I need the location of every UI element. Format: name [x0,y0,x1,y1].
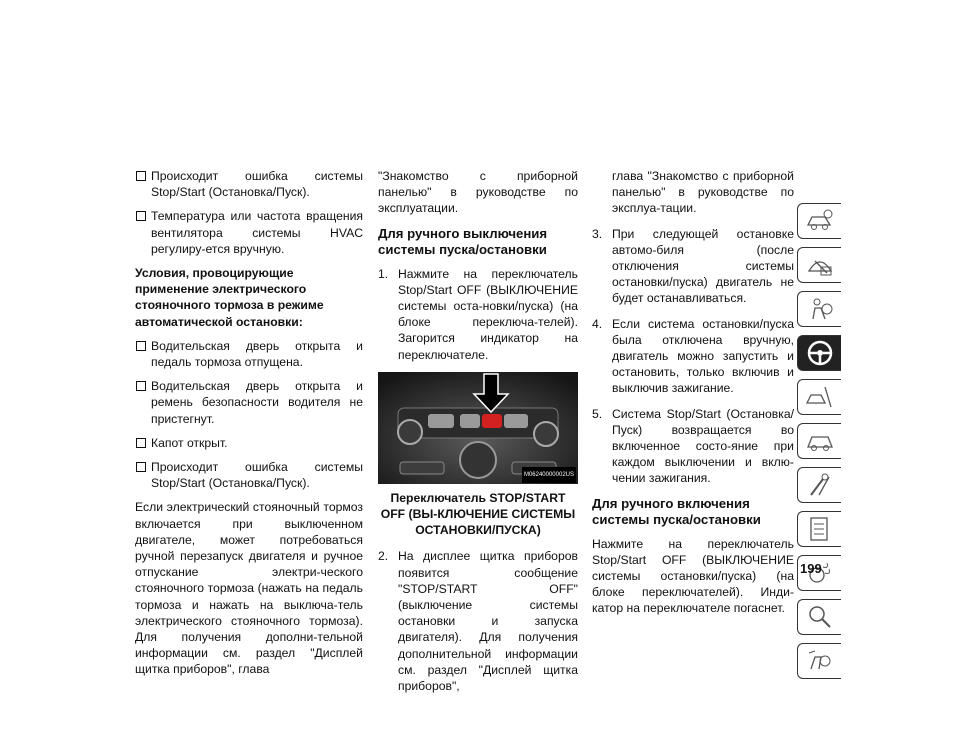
bullet-item: Капот открыт. [135,435,363,451]
tab-car-service[interactable] [797,423,841,459]
car-info-icon [805,207,835,235]
customer-assistance-icon [805,647,835,675]
page-number: 199 [800,561,822,576]
tab-customer-assistance[interactable] [797,643,841,679]
tab-search[interactable] [797,599,841,635]
column-right [592,168,794,626]
continued-text: глава "Знакомство с приборной панелью" в руководстве по эксплуа-тации. [612,169,794,216]
checkbox-bullet-icon [136,341,146,351]
checkbox-bullet-icon [136,171,146,181]
tab-airbag[interactable] [797,291,841,327]
crash-icon [805,383,835,411]
checkbox-bullet-icon [136,381,146,391]
tab-crash[interactable] [797,379,841,415]
tab-steering-wheel[interactable] [797,335,841,371]
chapter-tabs [797,203,842,687]
bullet-item: Происходит ошибка системы Stop/Start (Остановка/Пуск). [135,168,363,200]
column-left [135,168,363,687]
figure-code: M06240000002US [522,467,576,483]
tab-tools[interactable] [797,467,841,503]
lead-paragraph: "Знакомство с приборной панелью" в руководстве по эксплуатации. [378,169,578,216]
search-icon [805,603,835,631]
bullet-item: Водительская дверь открыта и ремень безопасности водителя не пристегнут. [135,378,363,427]
figure-caption: Переключатель STOP/START OFF (ВЫ-КЛЮЧЕНИЕ СИСТЕМЫ ОСТАНОВКИ/ПУСКА) [380,490,576,538]
tab-checklist[interactable] [797,511,841,547]
conditions-heading: Условия, провоцирующие применение электрического стояночного тормоза в режиме автоматической остановки: [135,266,324,329]
column-middle [378,168,578,703]
checklist-icon [805,515,835,543]
enable-paragraph: Нажмите на переключатель Stop/Start OFF (ВЫКЛЮЧЕНИЕ системы остановки/пуска) (на блоке переключателей). Инди-катор на переключателе погаснет. [592,536,794,616]
tab-warning-lights[interactable] [797,247,841,283]
checkbox-bullet-icon [136,462,146,472]
parking-brake-paragraph: Если электрический стояночный тормоз включается при выключенном двигателе, может потребоваться ручной перезапуск двигателя и ручное отпускание электри-ческого стояночного тормоза (нажать на педаль тормоза и нажать на выключа-тель электрического стояночного тормоза). Для получения дополни-тельной информации см. раздел "Дисплей щитка приборов", глава [135,500,363,677]
section-heading-disable: Для ручного выключения системы пуска/остановки [378,225,548,257]
tab-car-info[interactable] [797,203,841,239]
switch-bank-photo [378,372,578,484]
section-heading-enable: Для ручного включения системы пуска/остановки [592,495,761,527]
step-item: 3. При следующей остановке автомо-биля (после отключения системы остановки/пуска) двигатель не будет останавливаться. [592,226,794,306]
warning-lights-icon [805,251,835,279]
steering-wheel-icon [805,339,835,367]
tools-icon [805,471,835,499]
step-item: 1. Нажмите на переключатель Stop/Start OFF (ВЫКЛЮЧЕНИЕ системы оста-новки/пуска) (на блоке переключа-телей). Загорится индикатор на переключателе. [378,266,578,362]
checkbox-bullet-icon [136,211,146,221]
airbag-icon [805,295,835,323]
bullet-item: Водительская дверь открыта и педаль тормоза отпущена. [135,338,363,370]
step-item: 4. Если система остановки/пуска была отключена вручную, двигатель можно запустить и остановить, только включив и выключив зажигание. [592,316,794,396]
checkbox-bullet-icon [136,438,146,448]
bullet-item: Происходит ошибка системы Stop/Start (Остановка/Пуск). [135,459,363,491]
step-item: 2. На дисплее щитка приборов появится сообщение "STOP/START OFF" (выключение системы остановки и запуска двигателя). Для получения дополнительной информации см. раздел "Дисплей щитка приборов", [378,549,578,694]
car-service-icon [805,427,835,455]
bullet-item: Температура или частота вращения вентилятора системы HVAC регулиру-ется вручную. [135,208,363,257]
step-item: 5. Система Stop/Start (Остановка/Пуск) возвращается во включенное состо-яние при каждом выключении и вклю-чении зажигания. [592,406,794,486]
